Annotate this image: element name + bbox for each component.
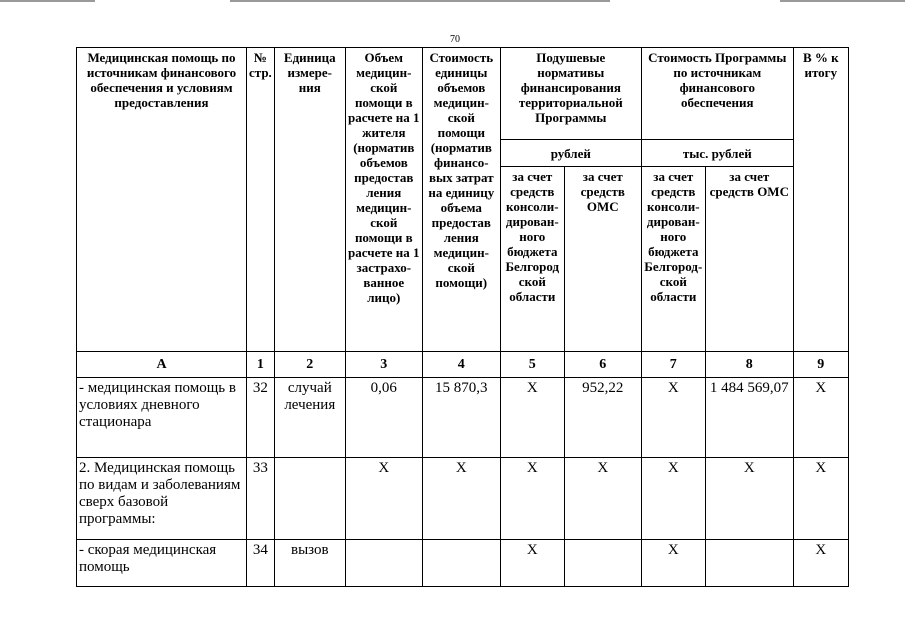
- row-cost-budget: Х: [641, 540, 705, 587]
- column-number-9: 9: [793, 352, 848, 378]
- header-col-1: № стр.: [247, 48, 275, 352]
- header-col-a: Медицинская помощь по источникам финансового обеспечения и условиям предоставления: [77, 48, 247, 352]
- row-per-capita-oms: 952,22: [564, 378, 641, 458]
- row-unit-cost: Х: [422, 458, 500, 540]
- header-group-program-cost: Стоимость Программы по источникам финансового обеспечения: [641, 48, 793, 140]
- header-col-5: за счет средств консоли-дирован-ного бюджета Белгород ской области: [500, 167, 564, 352]
- row-line-number: 33: [247, 458, 275, 540]
- column-number-5: 5: [500, 352, 564, 378]
- row-unit-cost: 15 870,3: [422, 378, 500, 458]
- row-name: 2. Медицинская помощь по видам и заболеваниям сверх базовой программы:: [77, 458, 247, 540]
- header-col-8: за счет средств ОМС: [705, 167, 793, 352]
- header-col-2: Единица измере-ния: [274, 48, 345, 352]
- top-rule-mid: [230, 0, 610, 2]
- header-unit-rubles: рублей: [500, 140, 641, 167]
- column-number-7: 7: [641, 352, 705, 378]
- row-name: - скорая медицинская помощь: [77, 540, 247, 587]
- header-unit-thousand-rubles: тыс. рублей: [641, 140, 793, 167]
- top-rule-right: [780, 0, 905, 2]
- row-percent: Х: [793, 378, 848, 458]
- table-row: [77, 458, 849, 540]
- row-unit: случай лечения: [274, 378, 345, 458]
- header-row-1: [77, 48, 849, 140]
- row-volume: [345, 540, 422, 587]
- row-percent: Х: [793, 458, 848, 540]
- header-col-4: Стоимость единицы объемов медицин-ской помощи (норматив финансо-вых затрат на единицу объема предостав ления медицин-ской помощи): [422, 48, 500, 352]
- row-cost-budget: Х: [641, 458, 705, 540]
- column-number-row: [77, 352, 849, 378]
- row-per-capita-budget: Х: [500, 458, 564, 540]
- header-col-7: за счет средств консоли-дирован-ного бюджета Белгород-ской области: [641, 167, 705, 352]
- row-unit-cost: [422, 540, 500, 587]
- header-col-9: В % к итогу: [793, 48, 848, 352]
- table-row: [77, 540, 849, 587]
- financing-table: [76, 47, 849, 587]
- row-cost-oms: 1 484 569,07: [705, 378, 793, 458]
- column-number-6: 6: [564, 352, 641, 378]
- row-cost-oms: [705, 540, 793, 587]
- row-cost-budget: Х: [641, 378, 705, 458]
- header-col-6: за счет средств ОМС: [564, 167, 641, 352]
- row-name: - медицинская помощь в условиях дневного стационара: [77, 378, 247, 458]
- row-unit: вызов: [274, 540, 345, 587]
- row-per-capita-budget: Х: [500, 540, 564, 587]
- row-per-capita-oms: Х: [564, 458, 641, 540]
- row-volume: Х: [345, 458, 422, 540]
- column-number-8: 8: [705, 352, 793, 378]
- row-per-capita-oms: [564, 540, 641, 587]
- top-rule-left: [0, 0, 95, 2]
- row-percent: Х: [793, 540, 848, 587]
- column-number-4: 4: [422, 352, 500, 378]
- row-unit: [274, 458, 345, 540]
- column-number-1: 1: [247, 352, 275, 378]
- row-volume: 0,06: [345, 378, 422, 458]
- column-number-3: 3: [345, 352, 422, 378]
- row-line-number: 32: [247, 378, 275, 458]
- column-number-2: 2: [274, 352, 345, 378]
- row-cost-oms: Х: [705, 458, 793, 540]
- header-col-3: Объем медицин-ской помощи в расчете на 1 жителя (норматив объемов предостав ления медицин-ской помощи в расчете на 1 застрахо-ванное лицо): [345, 48, 422, 352]
- row-per-capita-budget: Х: [500, 378, 564, 458]
- table-row: [77, 378, 849, 458]
- header-group-per-capita: Подушевые нормативы финансирования территориальной Программы: [500, 48, 641, 140]
- page-number: 70: [450, 34, 460, 45]
- column-number-a: А: [77, 352, 247, 378]
- row-line-number: 34: [247, 540, 275, 587]
